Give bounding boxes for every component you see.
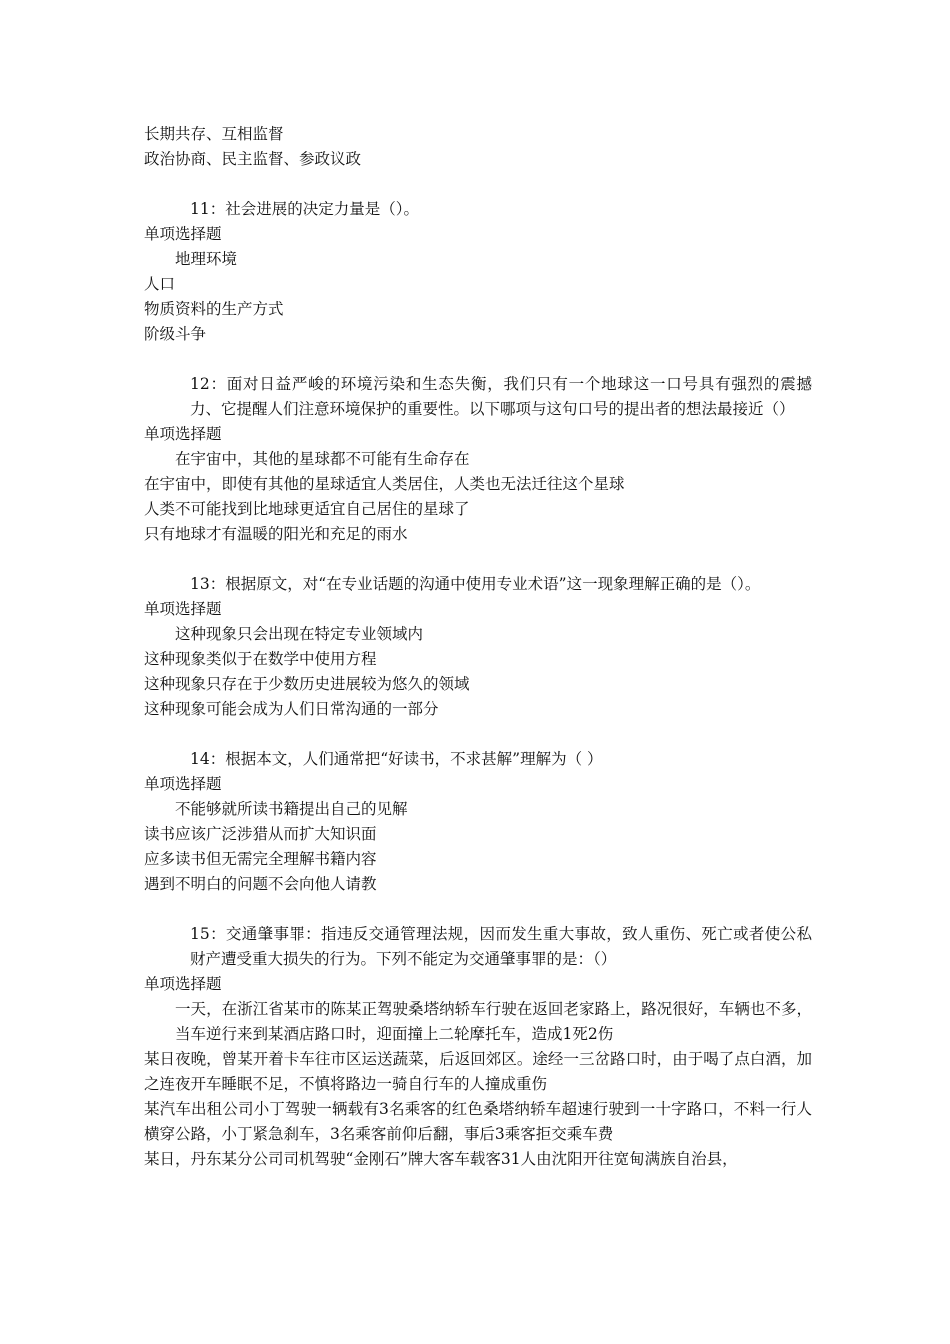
question-type: 单项选择题	[144, 975, 222, 993]
option: 读书应该广泛涉猎从而扩大知识面	[144, 825, 377, 843]
option: 人口	[144, 275, 176, 293]
option: 不能够就所读书籍提出自己的见解	[175, 800, 408, 818]
option: 一天，在浙江省某市的陈某正驾驶桑塔纳轿车行驶在返回老家路上，路况很好，车辆也不多，当车逆行来到某酒店路口时，迎面撞上二轮摩托车，造成1死2伤	[175, 1000, 812, 1043]
carryover-option: 长期共存、互相监督	[144, 125, 284, 143]
option: 在宇宙中，即使有其他的星球适宜人类居住，人类也无法迁往这个星球	[144, 475, 625, 493]
option: 这种现象只存在于少数历史进展较为悠久的领域	[144, 675, 470, 693]
carryover-option: 政治协商、民主监督、参政议政	[144, 150, 362, 168]
option: 地理环境	[175, 250, 238, 268]
option: 人类不可能找到比地球更适宜自己居住的星球了	[144, 500, 470, 518]
option: 遇到不明白的问题不会向他人请教	[144, 875, 377, 893]
option: 这种现象可能会成为人们日常沟通的一部分	[144, 700, 439, 718]
option: 某日夜晚，曾某开着卡车往市区运送蔬菜，后返回郊区。途经一三岔路口时，由于喝了点白酒，加之连夜开车睡眠不足，不慎将路边一骑自行车的人撞成重伤	[144, 1050, 812, 1093]
question-14-stem: 14：根据本文，人们通常把“好读书，不求甚解”理解为（ ）	[190, 750, 603, 768]
document-page	[144, 122, 812, 1172]
option: 阶级斗争	[144, 325, 207, 343]
question-12-stem: 12：面对日益严峻的环境污染和生态失衡，我们只有一个地球这一口号具有强烈的震撼力、它提醒人们注意环境保护的重要性。以下哪项与这句口号的提出者的想法最接近（）	[190, 375, 812, 418]
question-15-stem: 15：交通肇事罪：指违反交通管理法规，因而发生重大事故，致人重伤、死亡或者使公私财产遭受重大损失的行为。下列不能定为交通肇事罪的是：（）	[190, 925, 812, 968]
option: 应多读书但无需完全理解书籍内容	[144, 850, 377, 868]
question-11-stem: 11：社会进展的决定力量是（）。	[190, 200, 419, 218]
option: 物质资料的生产方式	[144, 300, 284, 318]
option: 某日，丹东某分公司司机驾驶“金刚石”牌大客车载客31人由沈阳开往宽甸满族自治县，	[144, 1150, 738, 1168]
question-type: 单项选择题	[144, 600, 222, 618]
option: 这种现象只会出现在特定专业领域内	[175, 625, 424, 643]
option: 只有地球才有温暖的阳光和充足的雨水	[144, 525, 408, 543]
question-type: 单项选择题	[144, 225, 222, 243]
question-type: 单项选择题	[144, 425, 222, 443]
option: 某汽车出租公司小丁驾驶一辆载有3名乘客的红色桑塔纳轿车超速行驶到一十字路口，不料一行人横穿公路，小丁紧急刹车，3名乘客前仰后翻，事后3乘客拒交乘车费	[144, 1100, 812, 1143]
option: 在宇宙中，其他的星球都不可能有生命存在	[175, 450, 470, 468]
question-type: 单项选择题	[144, 775, 222, 793]
option: 这种现象类似于在数学中使用方程	[144, 650, 377, 668]
question-13-stem: 13：根据原文，对“在专业话题的沟通中使用专业术语”这一现象理解正确的是（）。	[190, 575, 761, 593]
